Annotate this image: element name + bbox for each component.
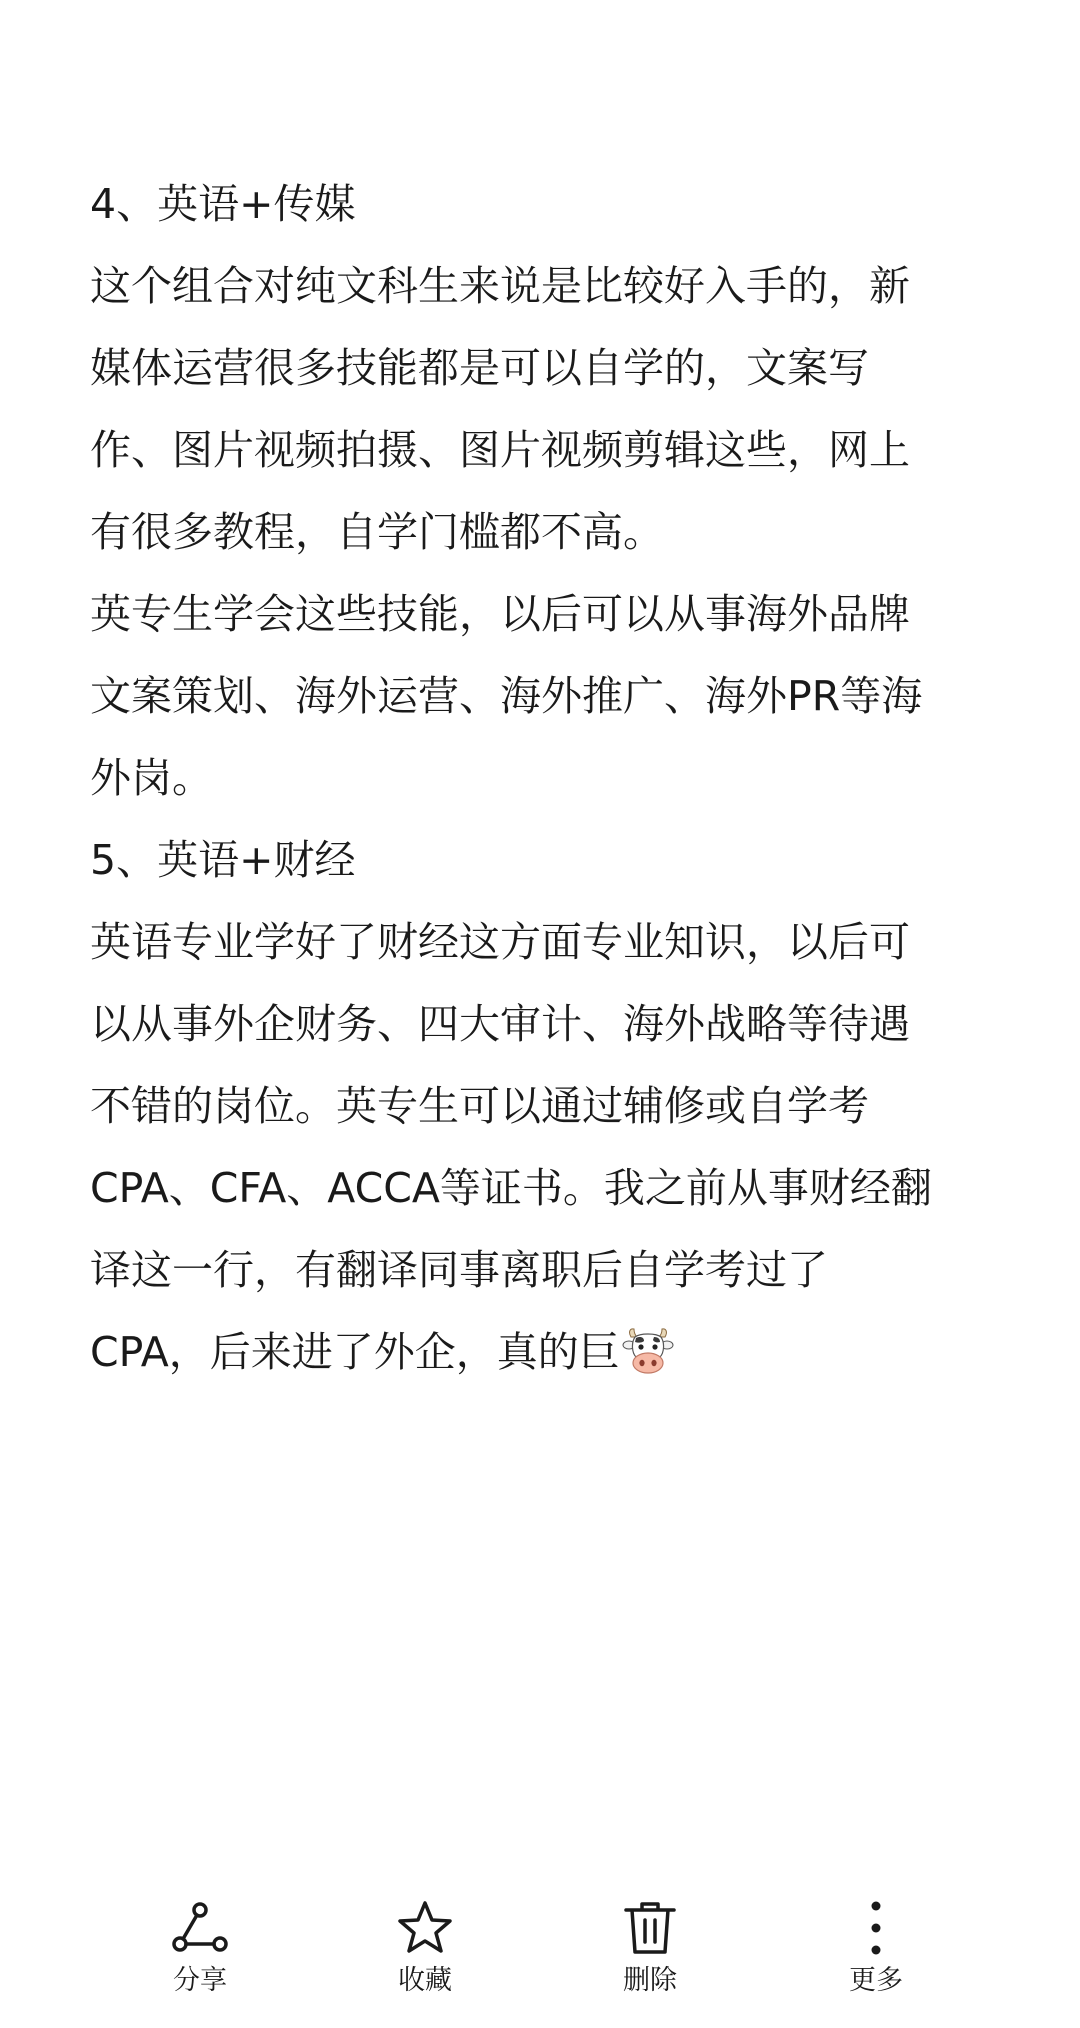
article-body [90,163,1010,1393]
section-heading: 5、英语+财经 [90,836,356,884]
bottom-toolbar [0,1890,1080,2028]
more-label: 更多 [849,1965,903,1996]
paragraph-line: 这个组合对纯文科生来说是比较好入手的，新 [90,262,910,310]
paragraph-line-last [90,1311,1010,1393]
paragraph-line: 外岗。 [90,754,213,802]
paragraph-line: 媒体运营很多技能都是可以自学的，文案写 [90,344,869,392]
trash-icon [620,1898,680,1958]
delete-label: 删除 [623,1965,677,1996]
paragraph-line: 不错的岗位。英专生可以通过辅修或自学考 [90,1082,869,1130]
paragraph-line: 英专生学会这些技能，以后可以从事海外品牌 [90,590,910,638]
paragraph-line: 英语专业学好了财经这方面专业知识，以后可 [90,918,910,966]
paragraph-line: 作、图片视频拍摄、图片视频剪辑这些，网上 [90,426,910,474]
paragraph-line: 以从事外企财务、四大审计、海外战略等待遇 [90,1000,910,1048]
share-label: 分享 [173,1965,227,1996]
more-vertical-icon [846,1898,906,1958]
paragraph-line: 译这一行，有翻译同事离职后自学考过了 [90,1246,828,1294]
delete-button[interactable] [570,1890,730,2028]
more-button[interactable] [796,1890,956,2028]
paragraph-line: 文案策划、海外运营、海外推广、海外PR等海 [90,672,923,720]
paragraph-line: CPA、CFA、ACCA等证书。我之前从事财经翻 [90,1164,932,1212]
star-icon [395,1898,455,1958]
share-button[interactable] [120,1890,280,2028]
favorite-button[interactable] [345,1890,505,2028]
paragraph-line-text: CPA，后来进了外企，真的巨 [90,1328,620,1376]
cow-face-icon [622,1325,674,1377]
paragraph-line: 有很多教程，自学门槛都不高。 [90,508,664,556]
favorite-label: 收藏 [398,1965,452,1996]
share-icon [170,1898,230,1958]
section-heading: 4、英语+传媒 [90,180,356,228]
